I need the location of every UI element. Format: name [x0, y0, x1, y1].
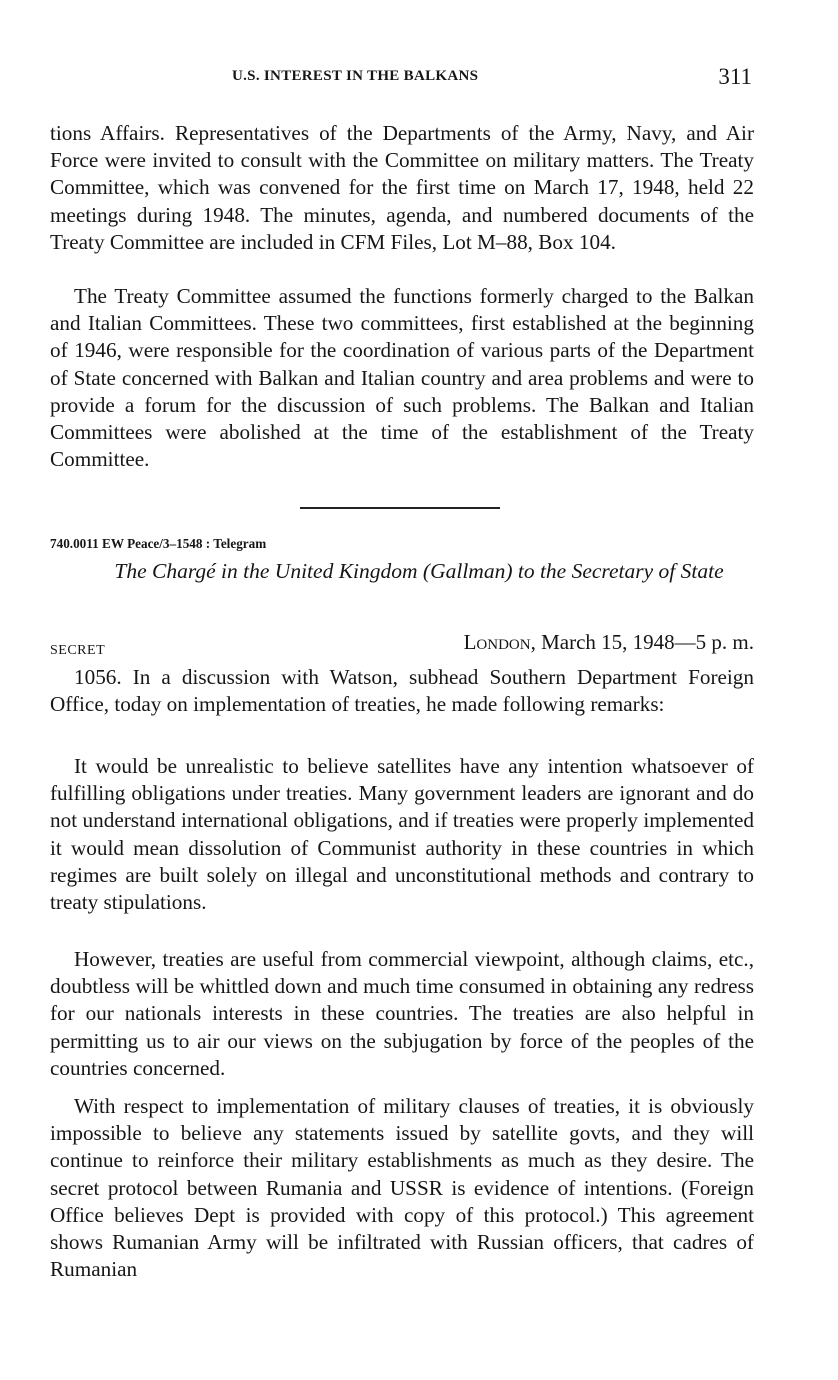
dateline-place: London — [463, 630, 531, 654]
paragraph-treaty-committee: The Treaty Committee assumed the functions formerly charged to the Balkan and Italian Committees. These two committees, first established at the beginning of 1946, were responsible for the coordination of various parts of the Department of State concerned with Balkan and Italian country and area problems and were to provide a forum for the discussion of such problems. The Balkan and Italian Committees were abolished at the time of the establishment of the Treaty Committee. — [50, 284, 754, 472]
document-title: The Chargé in the United Kingdom (Gallman) to the Secretary of State — [114, 559, 724, 583]
telegram-paragraph-4: With respect to implementation of military clauses of treaties, it is obviously impossible to believe any statements issued by satellite govts, and they will continue to reinforce their military establishments as much as they desire. The secret protocol between Rumania and USSR is evidence of intentions. (Foreign Office believes Dept is provided with copy of this protocol.) This agreement shows Rumanian Army will be infiltrated with Russian officers, that cadres of Rumanian — [50, 1094, 754, 1282]
running-head: U.S. INTEREST IN THE BALKANS — [232, 68, 479, 84]
dateline — [464, 630, 754, 655]
file-reference: 740.0011 EW Peace/3–1548 : Telegram — [50, 536, 267, 551]
paragraph-continuation: tions Affairs. Representatives of the Departments of the Army, Navy, and Air Force were invited to consult with the Committee on military matters. The Treaty Committee, which was convened for the first time on March 17, 1948, held 22 meetings during 1948. The minutes, agenda, and numbered documents of the Treaty Committee are included in CFM Files, Lot M–88, Box 104. — [50, 121, 754, 254]
telegram-paragraph-1: 1056. In a discussion with Watson, subhead Southern Department Foreign Office, today on implementation of treaties, he made following remarks: — [50, 665, 754, 717]
telegram-paragraph-2: It would be unrealistic to believe satellites have any intention whatsoever of fulfilling obligations under treaties. Many government leaders are ignorant and do not understand international obligations, and if treaties were properly implemented it would mean dissolution of Communist authority in these countries in which regimes are built solely on illegal and unconstitutional methods and contrary to treaty stipulations. — [50, 754, 754, 915]
page-number: 311 — [718, 64, 752, 89]
classification-label: SECRET — [50, 643, 106, 658]
dateline-date: , March 15, 1948—5 p. m. — [530, 630, 754, 654]
telegram-paragraph-3: However, treaties are useful from commercial viewpoint, although claims, etc., doubtless will be whittled down and much time consumed in obtaining any redress for our nationals interests in these countries. The treaties are also helpful in permitting us to air our views on the subjugation by force of the peoples of the countries concerned. — [50, 947, 754, 1080]
section-divider — [300, 507, 500, 509]
